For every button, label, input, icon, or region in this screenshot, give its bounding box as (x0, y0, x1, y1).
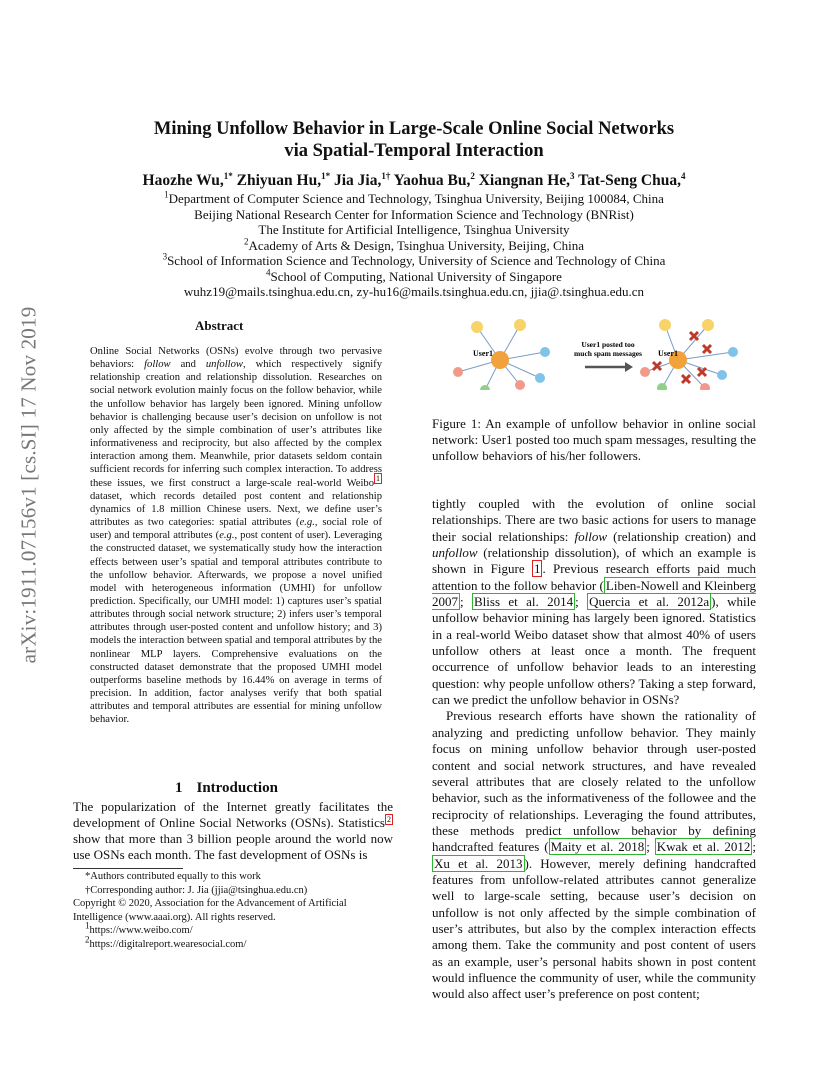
arrow-label-1: User1 posted too (581, 340, 635, 349)
affiliation: The Institute for Artificial Intelligence, Tsinghua University (258, 222, 570, 237)
right-column: tightly coupled with the evolution of online social relationships. There are two basic actions for users to manage their social relationships: follow (relationship creation) and unfollow (relationship dissolution), of which an example is shown in Figure 1 . Previous research efforts paid much attention to the follow behavior ( Liben-Nowell and Kleinberg 2007 ; Bliss et al. 2014 ; Quercia et al. 2012a ), while unfollow behavior mining has largely been ignored. Statistics in a real-world Weibo dataset show that almost 40% of users unfollow others at least once a month. The frequent occurrence of unfollow behavior leads to an interesting question: why people unfollow others? Taking a step forward, can we predict the unfollow behavior in OSNs? Previous research efforts have shown the rationality of analyzing and predicting unfollow behavior. They mainly focus on mining unfollow behavior through user-posted content and social network structures, and have revealed several attributes that are closely related to the unfollow behavior, such as the informativeness of the followee and the reciprocity of relationships. Leveraging the found attributes, these methods predict unfollow behavior by defining handcrafted features ( Maity et al. 2018 ; Kwak et al. 2012 ; Xu et al. 2013 ). However, merely defining handcrafted features from unfollow-related attributes cannot generalize well to large-scale setting, because user’s decision on unfollow is not only affected by the simple combination of user’s attributes, but also by the complex interaction effects among them. Take the community and post content of users as an example, user’s personal habits shown in post content would influence the community of user, while the community would also affect user’s preference on post content; (432, 496, 756, 1002)
citation-link[interactable]: Maity et al. 2018 (550, 839, 645, 855)
author: Yaohua Bu,$^2$ (393, 170, 475, 189)
citation-link[interactable]: Xu et al. 2013 (434, 855, 523, 871)
footnote-ref-1[interactable]: 1 (376, 474, 380, 484)
intro-paragraph: The popularization of the Internet greatly facilitates the development of Online Social Networks (OSNs). Statistics $^2$ show that more than 3 billion people around the world now use OSNs each month. The fast development of OSNs is (73, 799, 393, 862)
footnote-equal: *Authors contributed equally to this work (85, 871, 261, 882)
footnote-ref-2[interactable]: 2 (387, 814, 391, 824)
footnotes (73, 870, 398, 952)
copyright-notice: Copyright © 2020, Association for the Advancement of Artificial Intelligence (www.aaai.org). All rights reserved. (73, 898, 347, 923)
citation-link[interactable]: Bliss et al. 2014 (473, 594, 574, 610)
arrow-label-2: much spam messages (574, 349, 642, 358)
figure-caption: Figure 1: An example of unfollow behavior in online social network: User1 posted too much spam messages, resulting the unfollow behaviors of his/her followers. (432, 416, 756, 463)
affiliation: $^4$School of Computing, National University of Singapore (266, 267, 562, 284)
unfollow-diagram (440, 310, 750, 390)
author: Xiangnan He,$^3$ (478, 170, 575, 189)
title-line-2: via Spatial-Temporal Interaction (284, 141, 544, 161)
figure-ref[interactable]: 1 (533, 561, 541, 577)
citation-link[interactable]: Kwak et al. 2012 (656, 839, 751, 855)
affiliations (80, 191, 748, 300)
figure-1 (440, 310, 750, 390)
affiliation: $^1$Department of Computer Science and Technology, Tsinghua University, Beijing 100084, China (164, 189, 664, 206)
section-heading: 1 Introduction (175, 780, 278, 796)
footnote-2: $^2$https://digitalreport.wearesocial.com/ (85, 934, 247, 950)
author: Tat-Seng Chua,$^4$ (578, 170, 686, 189)
affiliation: Beijing National Research Center for Information Science and Technology (BNRist) (194, 206, 634, 222)
author: Zhiyuan Hu,$^{1*}$ (236, 170, 331, 189)
affiliation: $^3$School of Information Science and Technology, University of Science and Technology of China (162, 251, 666, 268)
affiliation: $^2$Academy of Arts & Design, Tsinghua University, Beijing, China (243, 236, 585, 253)
author-list (80, 172, 748, 190)
user1-label-before: User1 (473, 349, 493, 358)
user1-label-after: User1 (658, 349, 678, 358)
arxiv-stamp (14, 290, 44, 680)
title-line-1: Mining Unfollow Behavior in Large-Scale Online Social Networks (153, 119, 675, 139)
footnote-1: $^1$https://www.weibo.com/ (85, 920, 193, 937)
author: Jia Jia,$^{1\dagger}$ (333, 170, 391, 189)
author-emails: wuhz19@mails.tsinghua.edu.cn, zy-hu16@mails.tsinghua.edu.cn, jjia@.tsinghua.edu.cn (183, 284, 645, 299)
footnote-rule (73, 868, 183, 869)
paper-title (100, 118, 728, 162)
abstract-heading: Abstract (195, 318, 244, 333)
citation-link[interactable]: Quercia et al. 2012a (589, 594, 710, 610)
footnote-corresponding: †Corresponding author: J. Jia (jjia@tsinghua.edu.cn) (85, 884, 308, 896)
arxiv-id: arXiv:1911.07156v1 [cs.SI] 17 Nov 2019 (16, 306, 41, 664)
citation-link[interactable]: Liben-Nowell and Kleinberg 2007 (432, 577, 756, 610)
author: Haozhe Wu,$^{1*}$ (142, 170, 233, 189)
abstract-body: Online Social Networks (OSNs) evolve through two pervasive behaviors: follow and unfollow, which respectively signify relationship creation and relationship dissolution. Researches on social network evolution mainly focus on the follow behavior, while the unfollow behavior has largely been ignored. Mining unfollow behavior is challenging because user’s decision on unfollow is not only affected by the simple combination of user’s attributes like informativeness and reciprocity, but also affected by the complex interaction among them. Meanwhile, prior datasets seldom contain sufficient records for inferring such complex interaction. To address these issues, we first construct a large-scale real-world Weibo $^1$ dataset, which records detailed post content and relationship dynamics of 1.8 million Chinese users. Next, we define user’s attributes as two categories: spatial attributes (e.g., social role of user) and temporal attributes (e.g., post content of user). Leveraging the constructed dataset, we systematically study how the interaction effects between user’s spatial and temporal attributes contribute to the unfollow behavior. Afterwards, we propose a novel unified model with heterogeneous information (UMHI) for unfollow prediction. Specifically, our UMHI model: 1) captures user’s spatial attributes through social network structure; 2) infers user’s temporal attributes through user-posted content and unfollow history; and 3) models the interaction between spatial and temporal attributes by the nonlinear MLP layers. Comprehensive evaluations on the constructed dataset demonstrate that the proposed UMHI model outperforms baseline methods by 16.44% on average in terms of precision. In addition, factor analyses verify that both spatial attributes and temporal attributes are essential for mining unfollow behavior. (90, 346, 383, 726)
